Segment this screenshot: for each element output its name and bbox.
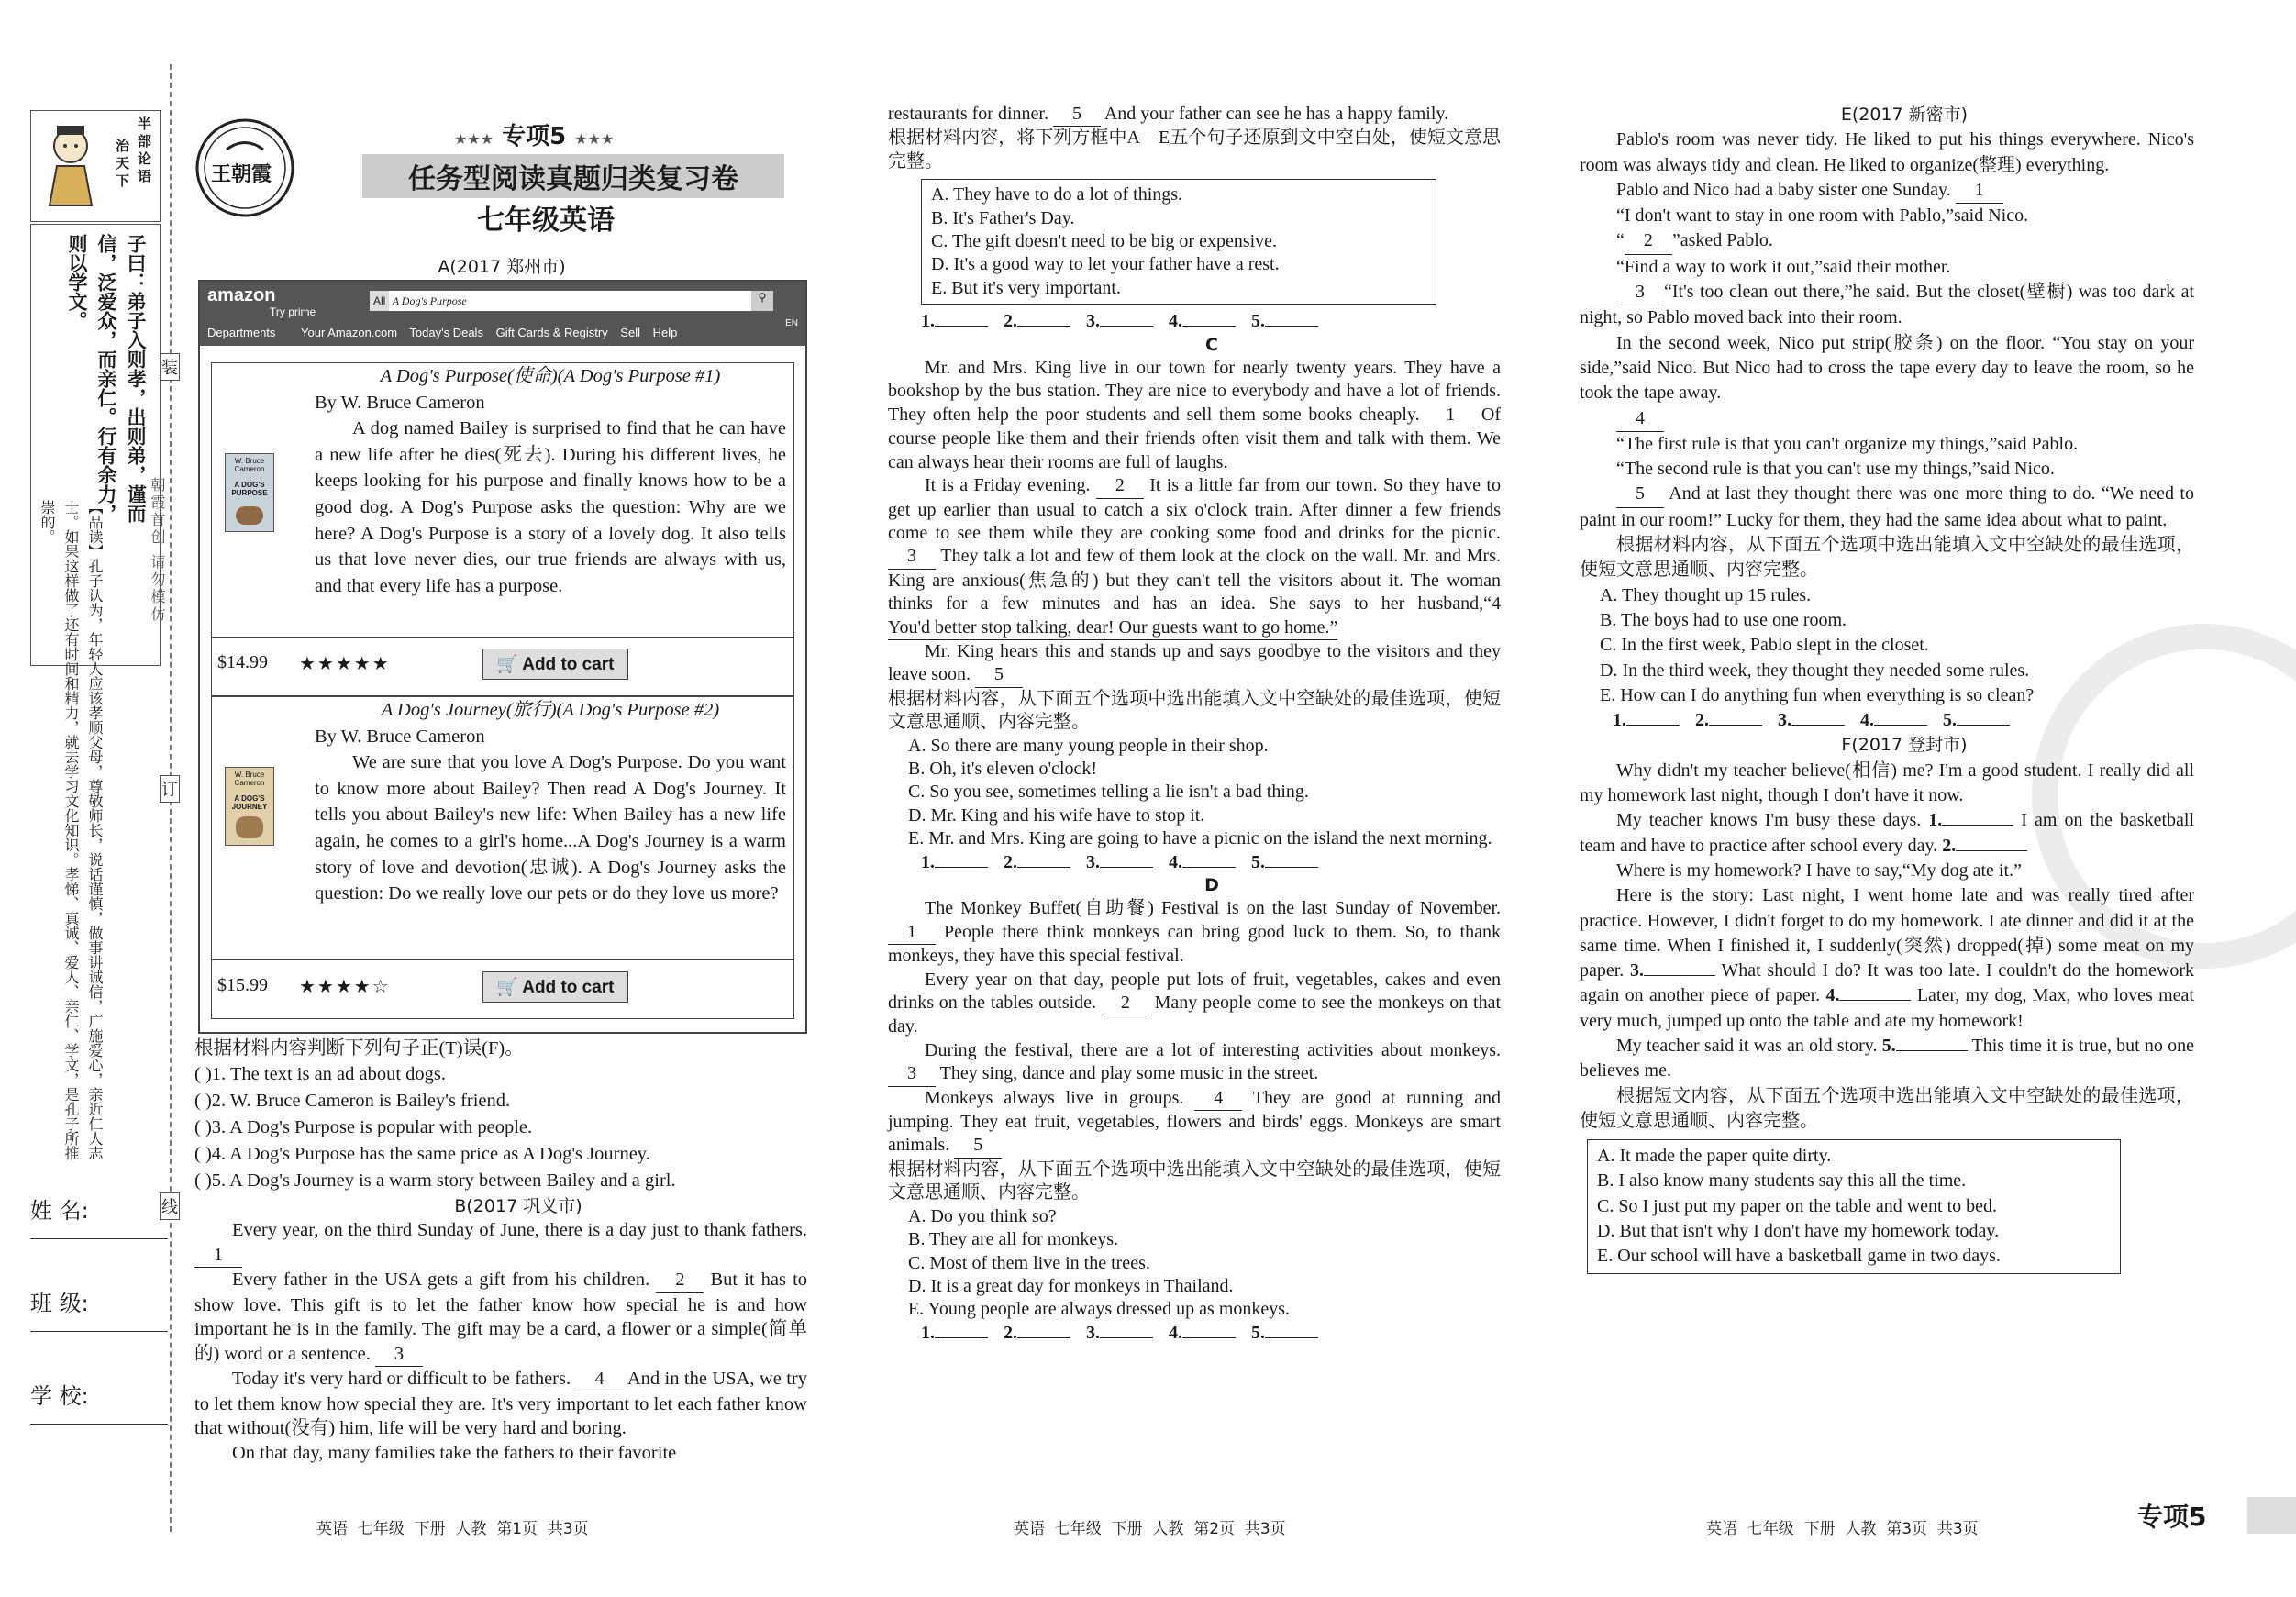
departments-menu[interactable]: Departments — [207, 326, 276, 339]
b-answer-3[interactable] — [1100, 326, 1153, 327]
f-p3: Where is my homework? I have to say,“My dog ate it.” — [1616, 859, 2022, 881]
d-p1-text-a: The Monkey Buffet(自助餐) Festival is on the last Sunday of November. — [925, 898, 1501, 919]
d-p2-text-a: Every year on that day, people put lots of fruit, vegetables, cakes and even drinks on the tables outside. — [888, 969, 1501, 1014]
page-footer-3: 英语 七年级 下册 人教 第3页 共3页 — [1706, 1520, 1979, 1538]
c-ans-2-label: 2. — [1004, 851, 1017, 872]
category-select[interactable]: All — [370, 291, 389, 311]
nav-your-amazon[interactable]: Your Amazon.com — [301, 326, 398, 339]
section-b-instruction: 根据材料内容，将下列方框中A—E五个句子还原到文中空白处，使短文意思完整。 — [888, 128, 1501, 172]
nav-sell[interactable]: Sell — [620, 326, 640, 339]
f-option-b: B. I also know many students say this all the time. — [1597, 1170, 1967, 1192]
d-option-e: E. Young people are always dressed up as monkeys. — [908, 1299, 1291, 1320]
add-to-cart-button-2[interactable]: 🛒 Add to cart — [482, 971, 628, 1003]
b-blank-4[interactable]: 4 — [576, 1367, 624, 1392]
cut-mark-2: 订 — [160, 775, 180, 803]
e-answer-4[interactable] — [1874, 725, 1927, 726]
e-option-d: D. In the third week, they thought they needed some rules. — [1600, 660, 2030, 681]
binding-stamp: 朝霞首创 请勿模仿 — [149, 477, 166, 625]
f-p2-text-a: My teacher knows I'm busy these days. — [1616, 810, 1922, 831]
corner-bar — [2247, 1497, 2296, 1534]
cover-1-title: A DOG'S PURPOSE — [231, 481, 268, 497]
c-blank-2[interactable]: 2 — [1096, 474, 1144, 498]
nav-help[interactable]: Help — [652, 326, 678, 339]
c-answer-3[interactable] — [1100, 867, 1153, 868]
b-answer-4[interactable] — [1182, 326, 1236, 327]
d-p2-text-b: Many people come to see the monkeys on that day. — [888, 993, 1502, 1037]
section-d-instruction: 根据材料内容，从下面五个选项中选出能填入文中空缺处的最佳选项，使短文意思通顺、内容完整。 — [888, 1159, 1501, 1203]
b-option-c: C. The gift doesn't need to be big or expensive. — [931, 231, 1278, 252]
brand-logo — [194, 117, 295, 218]
page-subtitle: 七年级英语 — [477, 205, 615, 237]
d-option-b: B. They are all for monkeys. — [908, 1229, 1119, 1250]
e-blank-4[interactable]: 4 — [1616, 406, 1664, 432]
d-option-d: D. It is a great day for monkeys in Thailand. — [908, 1275, 1234, 1296]
e-blank-3[interactable]: 3 — [1616, 280, 1664, 305]
b-cont-text-b: And your father can see he has a happy family. — [1104, 104, 1449, 124]
school-field-label: 学 校: — [30, 1383, 89, 1409]
book-1-title[interactable]: A Dog's Purpose(使命)(A Dog's Purpose #1) — [380, 366, 721, 386]
c-p2-text-b: It is a little far from our town. So they have to get up earlier than usual to catch a six o'clock train. After dinner a few friends come to see them while they are cooking some food and drinks for the picnic. — [888, 475, 1501, 543]
cover-2-title: A DOG'S JOURNEY — [231, 794, 268, 811]
b-ans-1-label: 1. — [921, 311, 935, 332]
book-2-info — [315, 697, 786, 907]
d-blank-1[interactable]: 1 — [888, 921, 936, 945]
c-answer-2[interactable] — [1017, 867, 1070, 868]
b-blank-3[interactable]: 3 — [375, 1342, 423, 1368]
b-option-e: E. But it's very important. — [931, 277, 1121, 298]
amazon-header — [200, 282, 805, 346]
c-option-b: B. Oh, it's eleven o'clock! — [908, 758, 1098, 779]
reading-note: 【品读】孔子认为，年轻人应该孝顺父母，尊敬师长，说话谨慎，做事讲诚信，广施爱心，亲近仁人志士。如果这样做了还有时间和精力，就去学习文化知识。孝悌、真诚、爱人、亲仁、学文，是孔子所推崇的。 — [39, 500, 104, 1160]
b-p3-text-b: And in the USA, we try to let them know how special they are. It's very important to let each father know that without(没有) him, life will be very hard and boring. — [194, 1369, 808, 1438]
f-num-2: 2. — [1942, 835, 1957, 856]
f-p4-text-a: Here is the story: Last night, I went home late and was really tired after practice. However, I didn't forget to do my homework. I ate dinner and did it at the same time. When I finished it, I suddenly(突然) dropped(掉) some meat on my paper. — [1580, 885, 2194, 981]
f-num-3: 3. — [1630, 960, 1645, 981]
e-p4-quote: “ — [1616, 230, 1625, 251]
section-b-p4: On that day, many families take the fathers to their favorite — [232, 1442, 677, 1463]
f-p5 — [1580, 1034, 2194, 1084]
e-p6 — [1580, 280, 2194, 331]
section-c-label: C — [1205, 334, 1218, 355]
search-bar[interactable] — [370, 291, 773, 311]
c-blank-3[interactable]: 3 — [888, 545, 936, 569]
book-2-price: $15.99 — [217, 975, 268, 995]
page-footer-1: 英语 七年级 下册 人教 第1页 共3页 — [316, 1520, 589, 1538]
e-p2-text: Pablo and Nico had a baby sister one Sunday. — [1616, 179, 1951, 200]
book-card-1 — [211, 362, 794, 696]
f-blank-4[interactable] — [1839, 1000, 1911, 1001]
section-a-instruction: 根据材料内容判断下列句子正(T)误(F)。 — [194, 1038, 524, 1059]
series-label: 专项5 — [502, 123, 567, 150]
class-field-label: 班 级: — [30, 1291, 89, 1316]
b-answer-2[interactable] — [1017, 326, 1070, 327]
c-answer-1[interactable] — [935, 867, 988, 868]
page-footer-2: 英语 七年级 下册 人教 第2页 共3页 — [1014, 1520, 1286, 1538]
motto-line-2: 治天下 — [114, 139, 130, 191]
confucius-figure-icon — [39, 118, 103, 210]
section-b-label: B(2017 巩义市) — [454, 1195, 582, 1216]
tf-item-4[interactable]: ( )4. A Dog's Purpose has the same price as A Dog's Journey. — [194, 1143, 650, 1164]
school-field-line[interactable] — [30, 1424, 168, 1425]
b-option-d: D. It's a good way to let your father have a rest. — [931, 254, 1280, 275]
d-p3-text-b: They sing, dance and play some music in the street. — [939, 1063, 1319, 1084]
f-option-a: A. It made the paper quite dirty. — [1597, 1146, 1832, 1167]
column-2 — [888, 103, 1501, 1345]
b-p2-text-b: But it has to show love. This gift is to let the father know how special he is and how important he is in the family. The gift may be a card, a flower or a simple(简单的) word or a sentence. — [194, 1270, 808, 1364]
tf-item-3[interactable]: ( )3. A Dog's Purpose is popular with people. — [194, 1116, 533, 1137]
f-p4-text-c: Later, my dog, Max, who loves meat very much, jumped up onto the table and ate my homework! — [1580, 985, 2194, 1031]
b-ans-5-label: 5. — [1251, 311, 1265, 332]
amazon-tagline: Try prime — [270, 305, 316, 318]
dog-icon-2 — [236, 816, 263, 838]
f-p2-text-b: I am on the basketball team and have to practice after school every day. — [1580, 810, 2195, 856]
amazon-nav — [301, 326, 677, 339]
e-p1: Pablo's room was never tidy. He liked to put his things everywhere. Nico's room was always tidy and clean. He liked to organize(整理) everything. — [1580, 129, 2194, 175]
d-p3-text-a: During the festival, there are a lot of interesting activities about monkeys. — [925, 1039, 1501, 1060]
f-blank-1[interactable] — [1942, 825, 2013, 826]
e-p6-text: “It's too clean out there,”he said. But the closet(壁橱) was too dark at night, so Pablo moved back into their room. — [1580, 282, 2194, 328]
e-blank-2[interactable]: 2 — [1625, 228, 1672, 254]
b-cont-text-a: restaurants for dinner. — [888, 104, 1048, 124]
f-option-c: C. So I just put my paper on the table and went to bed. — [1597, 1195, 1998, 1216]
section-c-answers — [888, 851, 1501, 874]
f-blank-2[interactable] — [1956, 850, 2027, 851]
e-blank-1[interactable]: 1 — [1956, 178, 2003, 204]
c-blank-1[interactable]: 1 — [1426, 404, 1474, 427]
name-field-label: 姓 名: — [30, 1198, 89, 1224]
book-1-rating: ★★★★★ — [299, 654, 391, 674]
f-option-d: D. But that isn't why I don't have my homework today. — [1597, 1221, 2000, 1242]
add-to-cart-button-1[interactable]: 🛒 Add to cart — [482, 649, 628, 680]
f-blank-5[interactable] — [1896, 1050, 1968, 1051]
section-b-p3 — [194, 1367, 807, 1441]
e-answer-5[interactable] — [1957, 725, 2010, 726]
book-2-footer — [212, 959, 793, 1017]
section-d-p3 — [888, 1039, 1501, 1087]
e-p4-text: ”asked Pablo. — [1671, 230, 1773, 251]
section-b-answers — [888, 310, 1501, 333]
section-f-label: F(2017 登封市) — [1841, 735, 1968, 756]
e-p7: In the second week, Nico put strip(胶条) on the floor. “You stay on your side,”said Nico. But Nico had to cross the tape every day to leave the room, so he took the tape away. — [1580, 332, 2194, 404]
e-p4 — [1580, 228, 2194, 254]
name-fields — [30, 1192, 168, 1425]
book-1-price: $14.99 — [217, 652, 268, 672]
tf-item-5[interactable]: ( )5. A Dog's Journey is a warm story between Bailey and a girl. — [194, 1170, 676, 1191]
b-blank-5[interactable]: 5 — [1053, 103, 1101, 127]
e-p8 — [1580, 406, 2194, 432]
book-cover-1[interactable] — [225, 453, 274, 532]
book-2-text: We are sure that you love A Dog's Purpose. Do you want to know more about Bailey? Then read A Dog's Journey. It tells you about Bailey's new life: When Bailey has a new life again, he comes to a girl's home...A Dog's Journey is a warm story of love and devotion(忠诚). A Dog's Journey asks the question: Do we really love our pets or do they love us more? — [315, 752, 786, 904]
section-e-answers — [1580, 708, 2194, 733]
column-3 — [1580, 103, 2194, 1280]
d-ans-4-label: 4. — [1169, 1322, 1182, 1343]
nav-gift-cards[interactable]: Gift Cards & Registry — [495, 326, 608, 339]
section-e-instruction: 根据材料内容，从下面五个选项中选出能填入文中空缺处的最佳选项，使短文意思通顺、内容完整。 — [1580, 535, 2194, 581]
e-p2 — [1580, 178, 2194, 204]
d-p1-text-b: People there think monkeys can bring good luck to them. So, to thank monkeys, they have this special festival. — [888, 921, 1501, 967]
f-p2 — [1580, 808, 2194, 859]
c-p2-text-a: It is a Friday evening. — [925, 475, 1091, 496]
b-ans-3-label: 3. — [1086, 311, 1100, 332]
section-b-cont — [888, 103, 1501, 127]
stars-right: ★★★ — [574, 130, 615, 148]
f-blank-3[interactable] — [1644, 975, 1715, 976]
logo-text: 王朝霞 — [211, 163, 272, 186]
e-option-a: A. They thought up 15 rules. — [1600, 584, 1812, 605]
c-blank-4[interactable]: You'd better stop talking, dear! Our guests want to go home.” — [888, 616, 1337, 640]
f-p5-text-a: My teacher said it was an old story. — [1616, 1035, 1878, 1056]
e-p5: “Find a way to work it out,”said their mother. — [1616, 256, 1951, 277]
cover-1-author: W. Bruce Cameron — [234, 457, 265, 473]
e-ans-3-label: 3. — [1778, 710, 1791, 731]
d-blank-3[interactable]: 3 — [888, 1062, 936, 1086]
quote-text: 子曰：弟子入则孝，出则弟，谨而信，泛爱众，而亲仁。行有余力，则以学文。 — [66, 234, 147, 523]
section-f-options-box — [1587, 1139, 2121, 1273]
section-f-instruction: 根据短文内容，从下面五个选项中选出能填入文中空缺处的最佳选项，使短文意思通顺、内容完整。 — [1580, 1085, 2194, 1131]
e-ans-1-label: 1. — [1613, 710, 1626, 731]
c-option-c: C. So you see, sometimes telling a lie isn't a bad thing. — [908, 782, 1309, 803]
e-option-b: B. The boys had to use one room. — [1600, 609, 1847, 630]
e-answer-3[interactable] — [1791, 725, 1845, 726]
motto-box — [30, 110, 161, 222]
book-1-author: By W. Bruce Cameron — [315, 392, 485, 413]
c-ans-3-label: 3. — [1086, 851, 1100, 872]
f-p1: Why didn't my teacher believe(相信) me? I'm a good student. I really did all my homework last night, though I don't have it now. — [1580, 760, 2194, 806]
tf-item-2[interactable]: ( )2. W. Bruce Cameron is Bailey's friend. — [194, 1090, 511, 1111]
e-p9: “The first rule is that you can't organize my things,”said Pablo. — [1616, 433, 2079, 454]
c-blank-5[interactable]: 5 — [975, 663, 1023, 687]
c-p1-text-b: Of course people like them and their friends often visit them and talk with them. We can always hear their rooms are full of laughs. — [888, 404, 1501, 472]
c-answer-5[interactable] — [1265, 867, 1318, 868]
section-d-p2 — [888, 969, 1501, 1039]
d-ans-1-label: 1. — [921, 1322, 935, 1343]
section-d-p1 — [888, 897, 1501, 968]
section-b-p1 — [194, 1218, 807, 1268]
b-ans-2-label: 2. — [1004, 311, 1017, 332]
section-b-p2 — [194, 1268, 807, 1367]
b-answer-5[interactable] — [1265, 326, 1318, 327]
e-blank-5[interactable]: 5 — [1616, 482, 1664, 507]
section-d-label: D — [1204, 875, 1219, 895]
section-a-label: A(2017 郑州市) — [438, 257, 566, 277]
b-blank-1[interactable]: 1 — [194, 1243, 242, 1269]
section-d-answers — [888, 1322, 1501, 1345]
d-answer-5[interactable] — [1265, 1337, 1318, 1338]
d-answer-4[interactable] — [1182, 1337, 1236, 1338]
d-answer-2[interactable] — [1017, 1337, 1070, 1338]
section-d-p4 — [888, 1087, 1501, 1159]
book-cover-2[interactable] — [225, 767, 274, 846]
f-option-e: E. Our school will have a basketball game in two days. — [1597, 1246, 2001, 1267]
f-p4-text-b: What should I do? It was too late. I couldn't do the homework again on another piece of paper. — [1580, 960, 2195, 1006]
d-p4-text-a: Monkeys always live in groups. — [925, 1087, 1184, 1108]
cover-2-author: W. Bruce Cameron — [234, 771, 265, 787]
d-ans-2-label: 2. — [1004, 1322, 1017, 1343]
d-option-a: A. Do you think so? — [908, 1205, 1057, 1226]
book-1-info — [315, 363, 786, 599]
c-ans-1-label: 1. — [921, 851, 935, 872]
page-title: 任务型阅读真题归类复习卷 — [362, 154, 784, 198]
c-p2-text-c: They talk a lot and few of them look at the clock on the wall. Mr. and Mrs. King are anxious(焦急的) but they can't tell the visitors about it. The woman thinks for a few minutes and has an idea. She says to her husband,“ — [888, 546, 1501, 615]
c-answer-4[interactable] — [1182, 867, 1236, 868]
book-card-2 — [211, 696, 794, 1019]
column-1-lower — [194, 1037, 807, 1465]
d-blank-2[interactable]: 2 — [1102, 992, 1149, 1015]
class-field-line[interactable] — [30, 1331, 168, 1332]
corner-label: 专项5 — [2137, 1502, 2207, 1532]
f-num-4: 4. — [1825, 985, 1840, 1006]
section-e-label: E(2017 新密市) — [1840, 105, 1969, 125]
b-option-b: B. It's Father's Day. — [931, 207, 1075, 228]
d-p4-text-b: They are good at running and jumping. They eat fruit, vegetables, flowers and birds' eggs. Monkeys are smart animals. — [888, 1087, 1502, 1156]
e-option-c: C. In the first week, Pablo slept in the closet. — [1600, 635, 1929, 656]
book-2-author: By W. Bruce Cameron — [315, 726, 485, 747]
e-p3: “I don't want to stay in one room with Pablo,”said Nico. — [1616, 205, 2029, 227]
b-answer-1[interactable] — [935, 326, 988, 327]
d-ans-3-label: 3. — [1086, 1322, 1100, 1343]
stars-left: ★★★ — [454, 130, 494, 148]
d-answer-1[interactable] — [935, 1337, 988, 1338]
d-answer-3[interactable] — [1100, 1337, 1153, 1338]
motto-line-1: 半部论语 — [136, 116, 152, 186]
language-select[interactable]: EN — [785, 318, 798, 328]
section-c-p3 — [888, 640, 1501, 688]
add-to-cart-label-2: Add to cart — [522, 978, 615, 997]
series-line — [454, 117, 614, 151]
d-option-c: C. Most of them live in the trees. — [908, 1252, 1150, 1273]
section-c-instruction: 根据材料内容，从下面五个选项中选出能填入文中空缺处的最佳选项，使短文意思通顺、内容完整。 — [888, 688, 1501, 733]
f-p4 — [1580, 883, 2194, 1034]
b-p1-text: Every year, on the third Sunday of June, there is a day just to thank fathers. — [232, 1220, 807, 1240]
c-ans-5-label: 5. — [1251, 851, 1265, 872]
e-p11-text: And at last they thought there was one more thing to do. “We need to paint in our room!” Lucky for them, they had the same idea about what to paint. — [1580, 483, 2194, 530]
search-icon[interactable]: ⚲ — [751, 291, 773, 311]
dog-icon — [236, 506, 263, 525]
section-c-p1 — [888, 357, 1501, 474]
b-blank-2[interactable]: 2 — [656, 1268, 704, 1293]
d-ans-5-label: 5. — [1251, 1322, 1265, 1343]
e-answer-2[interactable] — [1709, 725, 1762, 726]
e-ans-4-label: 4. — [1860, 710, 1874, 731]
c-p1-text-a: Mr. and Mrs. King live in our town for nearly twenty years. They have a bookshop by the bus station. They are nice to everybody and have a lot of friends. They often help the poor students and sell them some books cheaply. — [888, 358, 1501, 425]
book-1-footer — [212, 637, 793, 694]
f-num-1: 1. — [1928, 810, 1943, 831]
e-p11 — [1580, 482, 2194, 533]
c-option-e: E. Mr. and Mrs. King are going to have a picnic on the island the next morning. — [908, 828, 1492, 849]
cut-mark-1: 装 — [160, 353, 180, 381]
book-2-title[interactable]: A Dog's Journey(旅行)(A Dog's Purpose #2) — [381, 700, 720, 720]
e-ans-5-label: 5. — [1943, 710, 1957, 731]
add-to-cart-label-1: Add to cart — [522, 655, 615, 674]
e-answer-1[interactable] — [1626, 725, 1680, 726]
b-ans-4-label: 4. — [1169, 311, 1182, 332]
search-input[interactable]: A Dog's Purpose — [392, 294, 467, 307]
amazon-mock — [198, 280, 807, 1034]
c-p3-text: Mr. King hears this and stands up and says goodbye to the visitors and they leave soon. — [888, 640, 1501, 685]
tf-item-1[interactable]: ( )1. The text is an ad about dogs. — [194, 1063, 447, 1084]
cut-mark-3: 线 — [160, 1192, 180, 1220]
c-option-d: D. Mr. King and his wife have to stop it. — [908, 804, 1205, 826]
d-blank-5[interactable]: 5 — [954, 1134, 1002, 1158]
c-ans-4-label: 4. — [1169, 851, 1182, 872]
c-option-a: A. So there are many young people in their shop. — [908, 735, 1269, 756]
c-p2-quote-open: 4 — [1492, 593, 1501, 615]
b-option-a: A. They have to do a lot of things. — [931, 184, 1183, 205]
section-b-options-box — [921, 179, 1436, 305]
f-num-5: 5. — [1881, 1035, 1896, 1056]
book-1-text: A dog named Bailey is surprised to find that he can have a new life after he dies(死去). During his different lives, he keeps looking for his purpose and finally knows how to be a good dog. A Dog's Purpose asks the question: Why are we here? A Dog's Purpose is a story of a lovely dog. It also tells us that love never dies, our true friends are always with us, and that every life has a purpose. — [315, 418, 786, 596]
b-p3-text-a: Today it's very hard or difficult to be fathers. — [232, 1369, 571, 1389]
book-2-rating: ★★★★☆ — [299, 977, 391, 997]
e-ans-2-label: 2. — [1695, 710, 1709, 731]
e-p10: “The second rule is that you can't use my things,”said Nico. — [1616, 459, 2055, 480]
name-field-line[interactable] — [30, 1238, 168, 1239]
amazon-logo[interactable]: amazon — [207, 285, 276, 305]
e-option-e: E. How can I do anything fun when everything is so clean? — [1600, 684, 2035, 705]
section-c-p2 — [888, 474, 1501, 640]
b-p2-text-a: Every father in the USA gets a gift from his children. — [232, 1270, 650, 1290]
f-p5-text-b: This time it is true, but no one believes me. — [1580, 1035, 2195, 1081]
d-blank-4[interactable]: 4 — [1194, 1087, 1242, 1111]
nav-todays-deals[interactable]: Today's Deals — [409, 326, 483, 339]
